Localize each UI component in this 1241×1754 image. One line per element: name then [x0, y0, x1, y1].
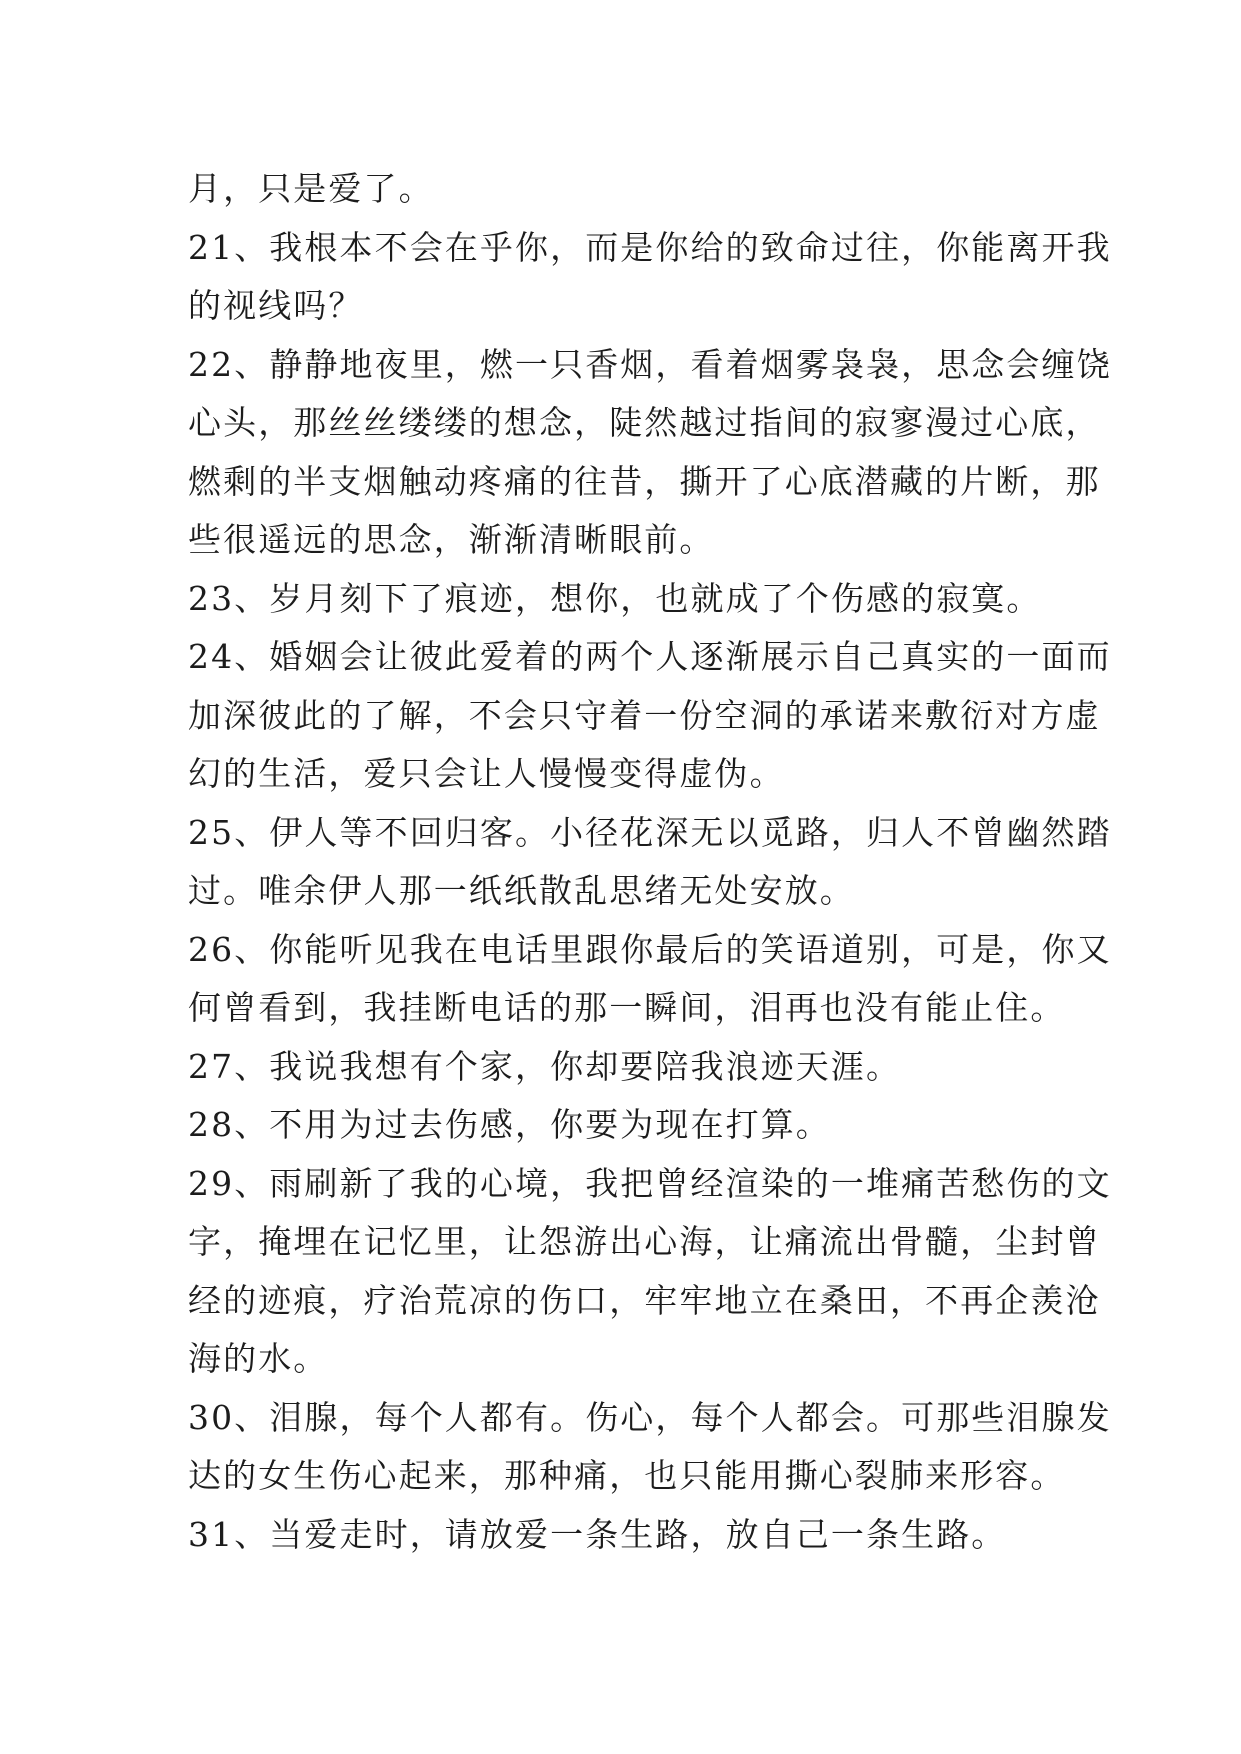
- text-line: 达的女生伤心起来，那种痛，也只能用撕心裂肺来形容。: [188, 1456, 1066, 1495]
- text-line: 燃剩的半支烟触动疼痛的往昔，撕开了心底潜藏的片断，那: [188, 461, 1101, 501]
- body-text: [188, 160, 1112, 1564]
- text-line: 29、雨刷新了我的心境，我把曾经渲染的一堆痛苦愁伤的文: [188, 1163, 1112, 1203]
- text-line: 的视线吗？: [188, 286, 364, 325]
- text-line: 加深彼此的了解，不会只守着一份空洞的承诺来敷衍对方虚: [188, 695, 1101, 735]
- text-line: 海的水。: [188, 1339, 329, 1378]
- text-line: 些很遥远的思念，渐渐清晰眼前。: [188, 520, 715, 559]
- text-line: 21、我根本不会在乎你，而是你给的致命过往，你能离开我: [188, 227, 1112, 267]
- text-line: 28、不用为过去伤感，你要为现在打算。: [188, 1105, 831, 1144]
- text-line: 幻的生活，爱只会让人慢慢变得虚伪。: [188, 754, 785, 793]
- text-line: 24、婚姻会让彼此爱着的两个人逐渐展示自己真实的一面而: [188, 637, 1112, 676]
- text-line: 经的迹痕，疗治荒凉的伤口，牢牢地立在桑田，不再企羡沧: [188, 1280, 1101, 1320]
- text-line: 27、我说我想有个家，你却要陪我浪迹天涯。: [188, 1046, 902, 1086]
- text-line: 何曾看到，我挂断电话的那一瞬间，泪再也没有能止住。: [188, 988, 1066, 1027]
- text-line: 23、岁月刻下了痕迹，想你，也就成了个伤感的寂寞。: [188, 578, 1042, 618]
- text-line: 30、泪腺，每个人都有。伤心，每个人都会。可那些泪腺发: [188, 1397, 1112, 1437]
- text-line: 月，只是爱了。: [188, 169, 434, 208]
- text-line: 心头，那丝丝缕缕的想念，陡然越过指间的寂寥漫过心底，: [188, 403, 1101, 442]
- text-line: 25、伊人等不回归客。小径花深无以觅路，归人不曾幽然踏: [188, 812, 1112, 852]
- text-line: 26、你能听见我在电话里跟你最后的笑语道别，可是，你又: [188, 929, 1112, 969]
- text-line: 22、静静地夜里，燃一只香烟，看着烟雾袅袅，思念会缠饶: [188, 344, 1112, 384]
- text-line: 字，掩埋在记忆里，让怨游出心海，让痛流出骨髓，尘封曾: [188, 1222, 1101, 1261]
- text-line: 31、当爱走时，请放爱一条生路，放自己一条生路。: [188, 1514, 1007, 1554]
- text-line: 过。唯余伊人那一纸纸散乱思绪无处安放。: [188, 871, 855, 910]
